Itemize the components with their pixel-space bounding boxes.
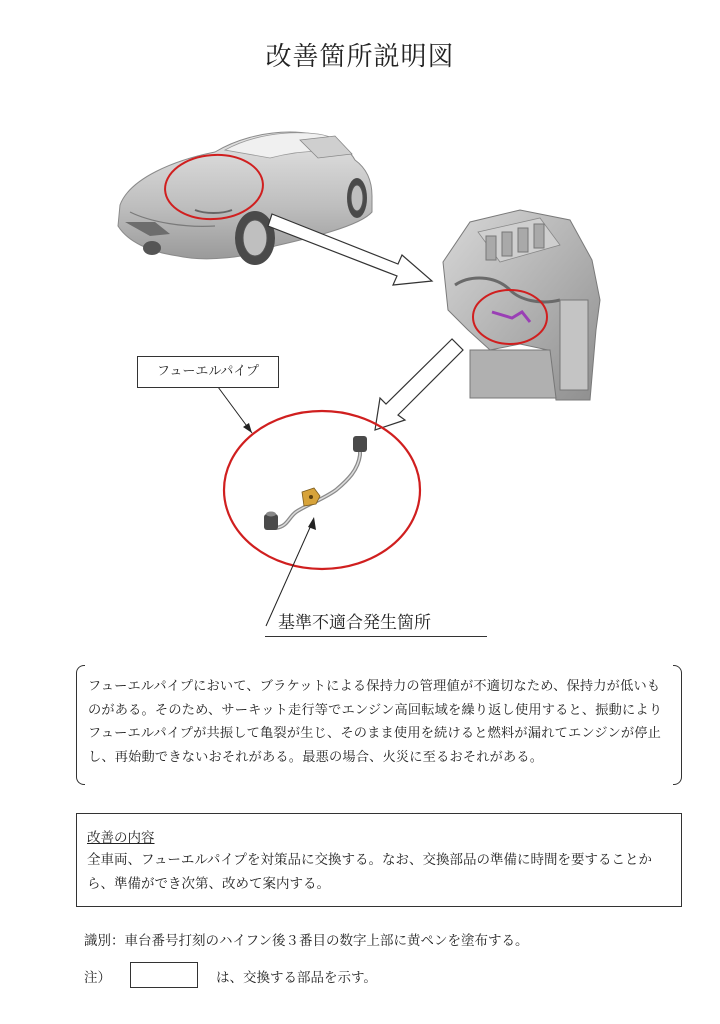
note-legend-box xyxy=(130,962,198,988)
engine-to-pipe-arrow xyxy=(375,339,463,430)
description-text: フューエルパイプにおいて、ブラケットによる保持力の管理値が不適切なため、保持力が低いものがある。そのため、サーキット走行等でエンジン高回転域を繰り返し使用すると、振動によりフューエルパイプが共振して亀裂が生じ、そのまま使用を続けると燃料が漏れてエンジンが停止し、再始動できないおそれがある。最悪の場合、火災に至るおそれがある。 xyxy=(88,679,663,765)
defect-location-label: 基準不適合発生箇所 xyxy=(278,613,431,633)
bracket-left xyxy=(76,665,85,785)
note-text: は、交換する部品を示す。 xyxy=(216,970,377,986)
bracket-right xyxy=(673,665,682,785)
page-title: 改善箇所説明図 xyxy=(265,42,455,72)
identification-text: 識別：車台番号打刻のハイフン後３番目の数字上部に黄ペンを塗布する。 xyxy=(84,933,529,949)
improvement-box xyxy=(76,813,682,907)
defect-label-underline xyxy=(265,636,487,637)
engine-illustration xyxy=(443,210,600,400)
improvement-heading: 改善の内容 xyxy=(87,830,155,846)
description-box xyxy=(76,665,682,785)
improvement-text: 全車両、フューエルパイプを対策品に交換する。なお、交換部品の準備に時間を要することから、準備ができ次第、改めて案内する。 xyxy=(87,852,652,892)
fuel-pipe-highlight-ellipse xyxy=(224,411,420,569)
fuel-pipe-label: フューエルパイプ xyxy=(137,356,279,388)
fuel-pipe-part xyxy=(264,436,367,530)
note-prefix: 注） xyxy=(84,970,111,986)
